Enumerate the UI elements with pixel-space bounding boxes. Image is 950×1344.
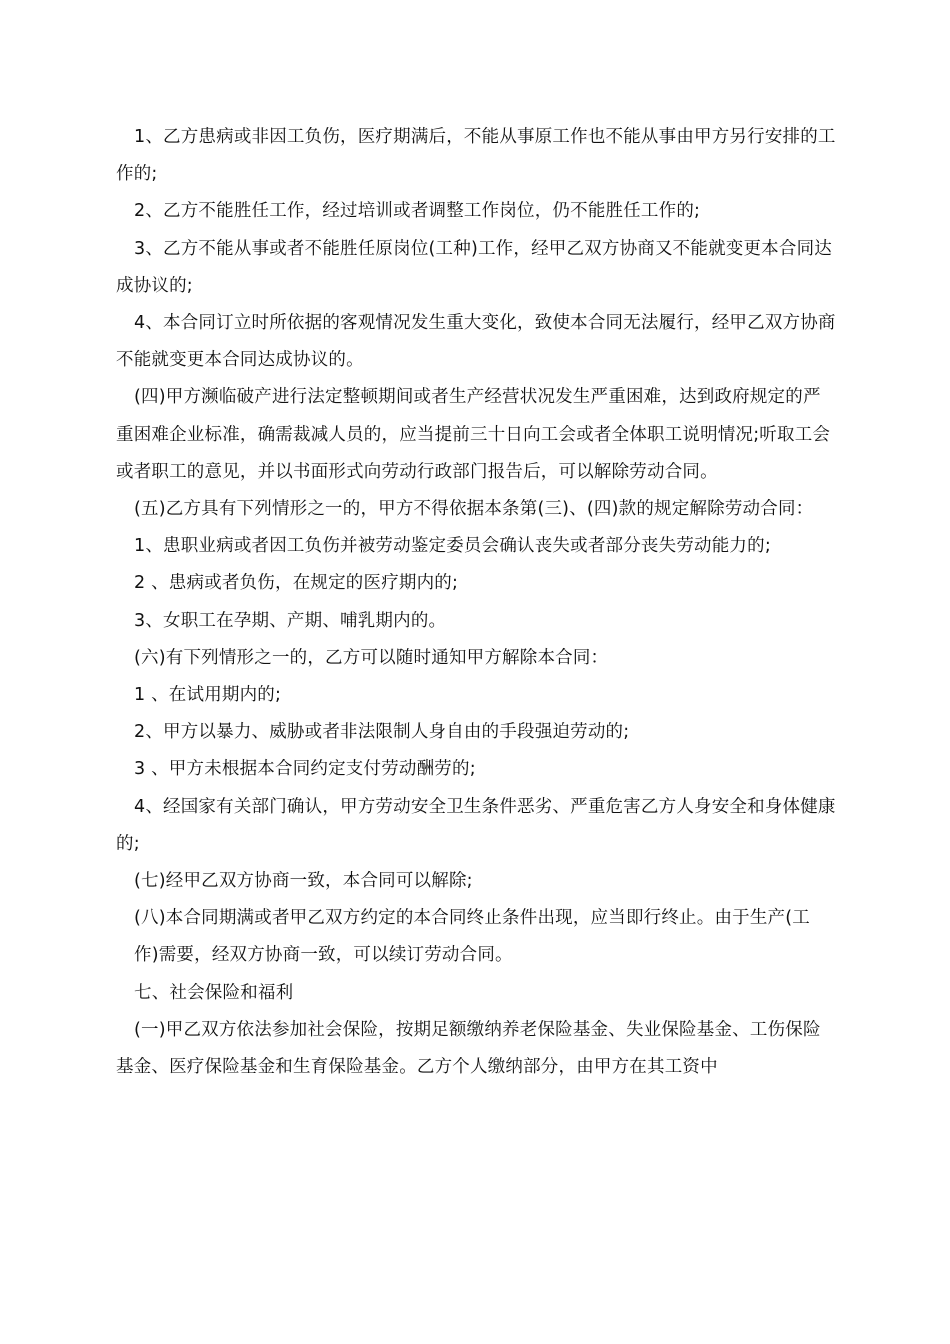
paragraph-5: (四)甲方濒临破产进行法定整顿期间或者生产经营状况发生严重困难，达到政府规定的严重困难企业标准，确需裁减人员的，应当提前三十日向工会或者全体职工说明情况;听取工会或者职工的意见，并以书面形式向劳动行政部门报告后，可以解除劳动合同。 xyxy=(116,387,831,482)
document-body xyxy=(116,119,838,1086)
paragraph-16: (八)本合同期满或者甲乙双方约定的本合同终止条件出现，应当即行终止。由于生产(工 xyxy=(134,908,810,929)
paragraph-14: 4、经国家有关部门确认，甲方劳动安全卫生条件恶劣、严重危害乙方人身安全和身体健康的; xyxy=(116,796,836,854)
paragraph-11: 1 、在试用期内的; xyxy=(134,685,282,706)
paragraph-3: 3、乙方不能从事或者不能胜任原岗位(工种)工作，经甲乙双方协商又不能就变更本合同达成协议的; xyxy=(116,238,832,296)
paragraph-19: (一)甲乙双方依法参加社会保险，按期足额缴纳养老保险基金、失业保险基金、工伤保险基金、医疗保险基金和生育保险基金。乙方个人缴纳部分，由甲方在其工资中 xyxy=(116,1019,821,1078)
paragraph-2: 2、乙方不能胜任工作，经过培训或者调整工作岗位，仍不能胜任工作的; xyxy=(134,201,701,222)
paragraph-7: 1、患职业病或者因工负伤并被劳动鉴定委员会确认丧失或者部分丧失劳动能力的; xyxy=(134,536,771,557)
paragraph-9: 3、女职工在孕期、产期、哺乳期内的。 xyxy=(134,610,447,631)
section-heading-7: 七、社会保险和福利 xyxy=(134,982,294,1003)
paragraph-8: 2 、患病或者负伤，在规定的医疗期内的; xyxy=(134,573,459,594)
paragraph-13: 3 、甲方未根据本合同约定支付劳动酬劳的; xyxy=(134,759,476,780)
paragraph-17: 作)需要，经双方协商一致，可以续订劳动合同。 xyxy=(134,945,513,966)
paragraph-15: (七)经甲乙双方协商一致，本合同可以解除; xyxy=(134,871,473,892)
paragraph-1: 1、乙方患病或非因工负伤，医疗期满后，不能从事原工作也不能从事由甲方另行安排的工作的; xyxy=(116,127,836,185)
paragraph-6: (五)乙方具有下列情形之一的，甲方不得依据本条第(三)、(四)款的规定解除劳动合同： xyxy=(134,499,814,520)
paragraph-4: 4、本合同订立时所依据的客观情况发生重大变化，致使本合同无法履行，经甲乙双方协商不能就变更本合同达成协议的。 xyxy=(116,313,836,371)
paragraph-10: (六)有下列情形之一的，乙方可以随时通知甲方解除本合同： xyxy=(134,647,609,668)
paragraph-12: 2、甲方以暴力、威胁或者非法限制人身自由的手段强迫劳动的; xyxy=(134,722,630,743)
